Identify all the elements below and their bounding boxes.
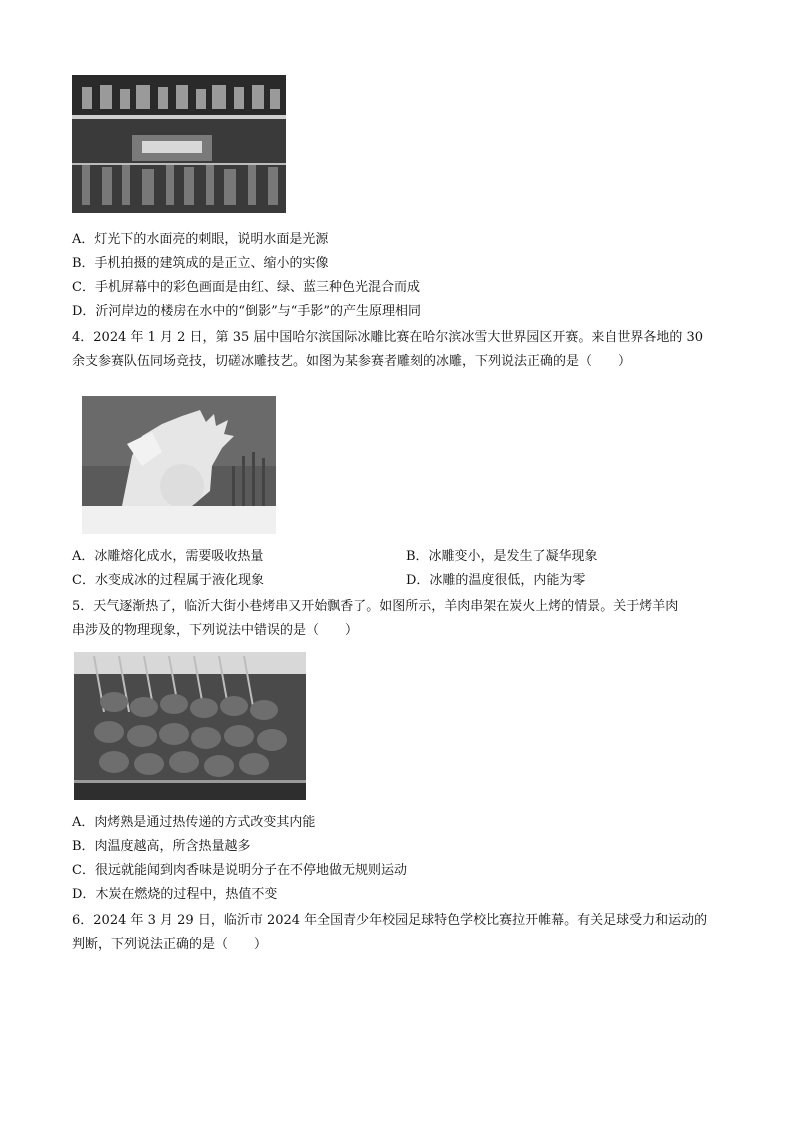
q4-option-a: A．冰雕熔化成水，需要吸收热量 — [72, 549, 264, 564]
q6-stem-line2: 判断，下列说法正确的是（ ） — [72, 937, 268, 952]
q5-option-a: A．肉烤熟是通过热传递的方式改变其内能 — [72, 815, 316, 830]
night-river-buildings-photo — [72, 75, 286, 213]
q4-option-c: C．水变成冰的过程属于液化现象 — [72, 573, 264, 588]
q5-stem-line2: 串涉及的物理现象，下列说法中错误的是（ ） — [72, 623, 359, 638]
q3-option-c: C．手机屏幕中的彩色画面是由红、绿、蓝三种色光混合而成 — [72, 280, 420, 295]
q3-option-b: B．手机拍摄的建筑成的是正立、缩小的实像 — [72, 256, 329, 271]
q4-stem-line2: 余支参赛队伍同场竞技，切磋冰雕技艺。如图为某参赛者雕刻的冰雕，下列说法正确的是（ ） — [72, 354, 632, 369]
q5-stem-line1: 5．天气逐渐热了，临沂大街小巷烤串又开始飘香了。如图所示，羊肉串架在炭火上烤的情景。关于烤羊肉 — [72, 599, 679, 614]
q5-option-d: D．木炭在燃烧的过程中，热值不变 — [72, 887, 278, 902]
q4-stem-line1: 4．2024 年 1 月 2 日，第 35 届中国哈尔滨国际冰雕比赛在哈尔滨冰雪大世界园区开赛。来自世界各地的 30 — [72, 330, 704, 345]
q6-stem-line1: 6．2024 年 3 月 29 日，临沂市 2024 年全国青少年校园足球特色学校比赛拉开帷幕。有关足球受力和运动的 — [72, 913, 708, 928]
q3-option-a: A．灯光下的水面亮的刺眼，说明水面是光源 — [72, 232, 329, 247]
q4-option-d: D．冰雕的温度很低，内能为零 — [406, 573, 586, 588]
q5-option-c: C．很远就能闻到肉香味是说明分子在不停地做无规则运动 — [72, 863, 407, 878]
q5-option-b: B．肉温度越高，所含热量越多 — [72, 839, 251, 854]
ice-sculpture-photo — [82, 396, 276, 534]
lamb-skewers-photo — [74, 652, 306, 800]
q4-option-b: B．冰雕变小，是发生了凝华现象 — [406, 549, 598, 564]
q3-option-d: D．沂河岸边的楼房在水中的“倒影”与“手影”的产生原理相同 — [72, 304, 422, 319]
